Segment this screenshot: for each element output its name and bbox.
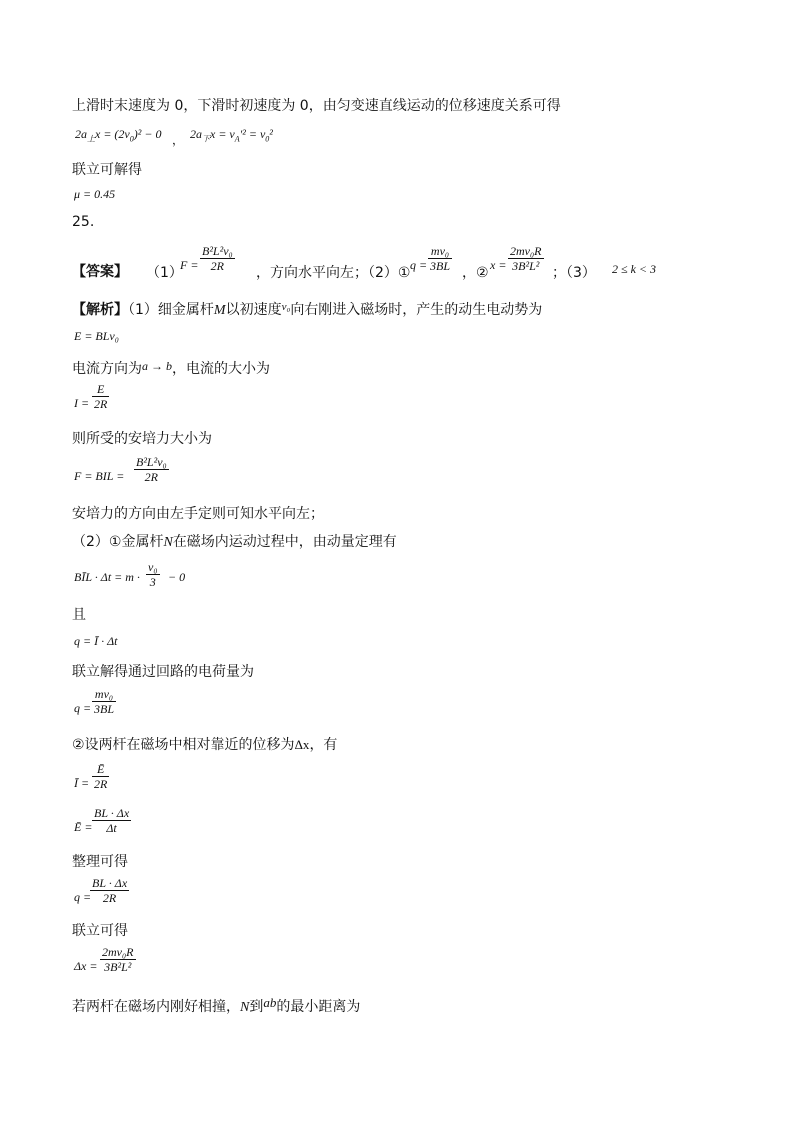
text-line: 且	[72, 607, 86, 623]
text-line: 安培力的方向由左手定则可知水平向左；	[72, 506, 324, 522]
answer-part-1: （1）	[146, 265, 183, 281]
equation-I-fraction: E 2R	[94, 382, 108, 411]
equation-dx-fraction: 2mv₀R 3B²L²	[102, 945, 134, 974]
equation-q-fraction: mv₀ 3BL	[94, 687, 115, 716]
equation-downhill: $2a_下x = v_A'^2 = v_0^2$	[190, 127, 273, 144]
equation-Ebar-fraction: BL · Δx Δt	[94, 806, 130, 835]
answer-x-fraction: 2mv₀R 3B²L²	[510, 244, 542, 273]
text-line: 联立可解得	[72, 162, 142, 178]
equation-F-fraction: B²L²v₀ 2R	[136, 455, 167, 484]
answer-q-fraction: mv₀ 3BL	[430, 244, 451, 273]
equation-mu: μ = 0.45	[74, 187, 116, 201]
answer-separator: ；（3）	[552, 265, 596, 281]
equation-q3-fraction: BL · Δx 2R	[92, 876, 128, 905]
answer-F-lhs: F =	[180, 258, 199, 272]
answer-q-lhs: q =	[410, 258, 428, 272]
text-line: 整理可得	[72, 854, 128, 870]
current-direction-line: 电流方向为a → b，电流的大小为	[72, 359, 270, 377]
equation-uphill: $2a_上x = (2v_0)^2 - 0$	[75, 127, 162, 144]
part-2-line: （2）①金属杆N在磁场内运动过程中，由动量定理有	[72, 534, 397, 550]
equation-momentum-rhs: − 0	[168, 570, 186, 584]
analysis-line: 【解析】（1）细金属杆M以初速度$^{v_0}$向右刚进入磁场时，产生的动生电动势为	[72, 301, 543, 318]
comma: ，	[172, 133, 185, 147]
answer-separator: ，②	[462, 265, 489, 281]
answer-x-lhs: x =	[490, 258, 507, 272]
question-number: 25.	[72, 214, 95, 230]
text-line: 上滑时末速度为 0，下滑时初速度为 0，由匀变速直线运动的位移速度关系可得	[72, 98, 561, 114]
answer-k-range: 2 ≤ k < 3	[612, 262, 657, 276]
equation-I-lhs: I =	[74, 396, 90, 410]
equation-q-It: q = Ī · Δt	[74, 634, 118, 648]
equation-Ibar-lhs: Ī =	[74, 776, 90, 790]
answer-direction: ，方向水平向左；（2）①	[256, 265, 411, 281]
answer-label: 【答案】	[72, 264, 128, 280]
equation-q3-lhs: q =	[74, 890, 92, 904]
equation-momentum-fraction: v₀ 3	[148, 560, 158, 589]
equation-emf: E = BLv₀	[74, 329, 119, 343]
text-line: 联立可得	[72, 923, 128, 939]
text-line: 联立解得通过回路的电荷量为	[72, 664, 254, 680]
equation-Ebar-lhs: Ē =	[74, 820, 93, 834]
equation-q-lhs: q =	[74, 701, 92, 715]
equation-F-lhs: F = BIL =	[74, 469, 125, 483]
part-2b-line: ②设两杆在磁场中相对靠近的位移为Δx，有	[72, 737, 338, 753]
equation-dx-lhs: Δx =	[74, 959, 98, 973]
answer-F-fraction: B²L²v₀ 2R	[202, 244, 233, 273]
equation-momentum-lhs: BĪL · Δt = m ·	[74, 570, 140, 584]
text-line: 则所受的安培力大小为	[72, 431, 212, 447]
last-line: 若两杆在磁场内刚好相撞，N到ab的最小距离为	[72, 995, 361, 1015]
equation-Ibar-fraction: Ē 2R	[94, 762, 108, 791]
